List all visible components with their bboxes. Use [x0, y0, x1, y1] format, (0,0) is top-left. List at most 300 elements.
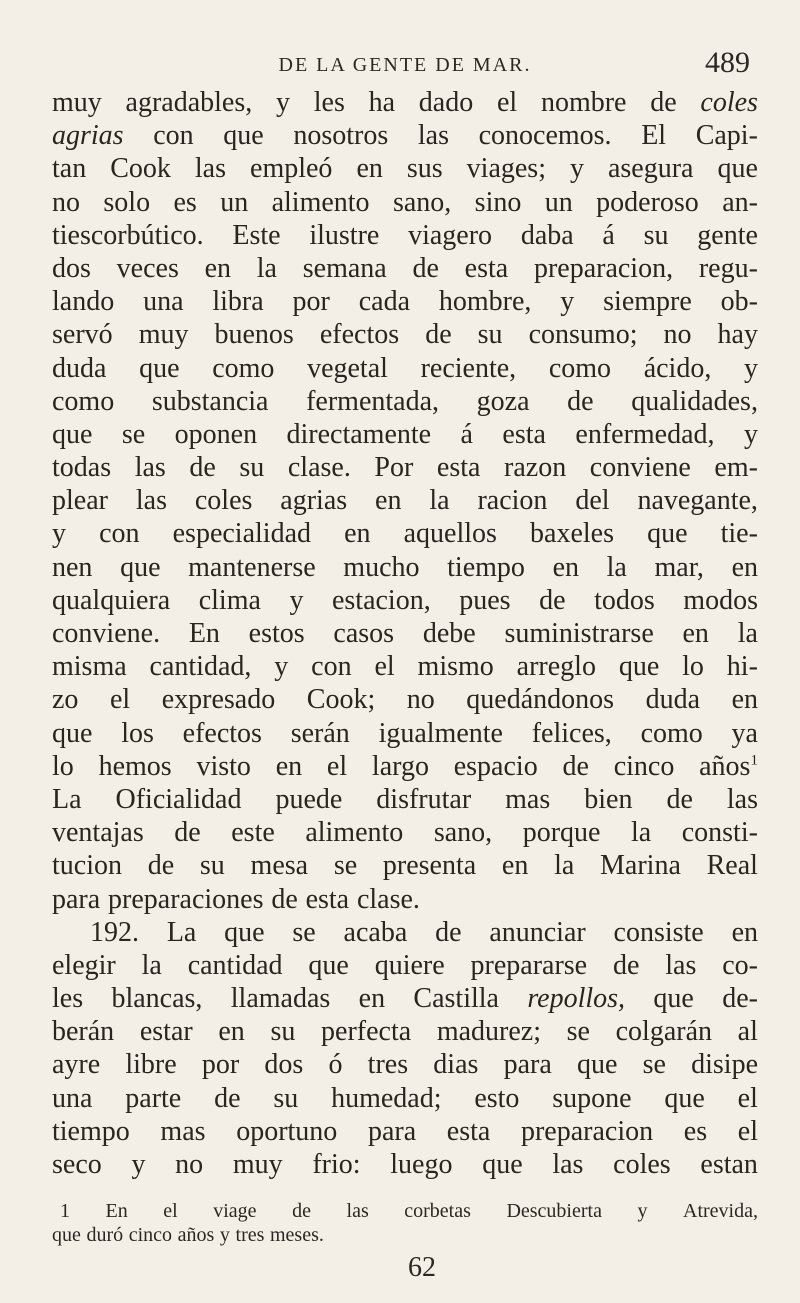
word: la [630, 817, 652, 849]
word: estan [700, 1149, 758, 1180]
word: ilustre [309, 219, 380, 251]
word: hemos [98, 750, 172, 782]
word: de [666, 783, 693, 815]
word: supone [552, 1082, 632, 1114]
word: mas [505, 783, 551, 815]
word: Por [374, 452, 414, 484]
word: cada [358, 286, 411, 318]
word: Atrevida, [683, 1200, 758, 1222]
text-line [52, 219, 758, 252]
word: coles [613, 1149, 671, 1180]
text-line [52, 1082, 758, 1115]
word: semana [302, 252, 387, 284]
word: dado [418, 87, 474, 118]
word: quedándonos [466, 684, 615, 716]
text-line [52, 152, 758, 185]
word: estacion, [331, 584, 431, 616]
text-line [52, 982, 758, 1015]
word: acaba [343, 916, 408, 948]
word: zo [52, 684, 79, 716]
word: sino [474, 186, 522, 218]
word: con [311, 651, 352, 683]
word: regu- [698, 252, 758, 284]
text-line [52, 418, 758, 451]
text-line [52, 318, 758, 351]
word: de [567, 385, 594, 417]
word: enfermedad, [575, 418, 715, 450]
word: viage [213, 1200, 257, 1222]
word: em- [714, 452, 758, 484]
word: ayre [52, 1049, 101, 1081]
word: la [606, 551, 627, 583]
word: luego [390, 1149, 453, 1180]
word: con [99, 518, 140, 550]
word: un [220, 186, 249, 218]
word: anunciar [489, 916, 586, 948]
word: espacio [453, 750, 538, 782]
word: un [544, 186, 573, 218]
footnote-line [52, 1199, 758, 1223]
word: blancas, [111, 983, 203, 1015]
word: y [131, 1149, 146, 1180]
word: disfrutar [376, 783, 472, 815]
word: no [663, 319, 692, 351]
text-line [52, 883, 758, 916]
word: ácido, [643, 352, 712, 384]
running-head [60, 40, 750, 90]
word: de [174, 817, 201, 849]
word: racion [477, 485, 548, 517]
word: arreglo [516, 651, 596, 683]
word: á [460, 418, 473, 450]
word: mismo [417, 651, 494, 683]
word: que [664, 1082, 705, 1114]
word: no [175, 1149, 204, 1180]
text-line [52, 385, 758, 418]
word: de [425, 319, 452, 351]
word: ó [328, 1049, 343, 1081]
word: que [647, 518, 688, 550]
word: las [552, 1149, 584, 1180]
word: suministrarse [504, 618, 654, 649]
word: en [731, 551, 758, 583]
word: que [618, 651, 660, 683]
word: servó [52, 319, 113, 351]
word: en [552, 551, 579, 583]
word: expresado [161, 684, 276, 716]
word: se [642, 1049, 666, 1081]
word: se [333, 850, 358, 882]
word: La [166, 916, 197, 948]
word: aquellos [403, 518, 497, 550]
word: misma [52, 651, 127, 683]
word: de [292, 1200, 311, 1222]
word: y [52, 518, 66, 550]
word: cantidad, [149, 651, 252, 683]
word: dos [52, 252, 91, 284]
word: pues [459, 584, 511, 616]
word: se [121, 418, 146, 450]
word: la [141, 949, 162, 981]
word: todas [52, 452, 112, 484]
word: hi- [726, 651, 758, 683]
word: las [665, 949, 697, 981]
word: humedad; [331, 1082, 442, 1114]
word: alimento [305, 817, 404, 849]
word: las [417, 120, 449, 152]
word: de [214, 1082, 241, 1114]
text-line [52, 717, 758, 750]
word: de [612, 949, 640, 981]
word: casos [333, 618, 395, 649]
word: y [637, 1200, 648, 1222]
word: consiste [613, 916, 704, 948]
word: En [105, 1200, 128, 1222]
word: razon [504, 452, 567, 484]
word: corbetas [404, 1200, 471, 1222]
word: al [737, 1016, 758, 1048]
word: agrias [52, 120, 124, 152]
word: con [153, 120, 194, 152]
word: Real [706, 850, 758, 882]
word: es [173, 186, 197, 218]
word: en [375, 485, 402, 517]
word: duda [52, 352, 107, 384]
word: serán [290, 717, 350, 749]
word: navegante, [637, 485, 758, 517]
word: substancia [151, 385, 269, 417]
word: su [477, 319, 503, 351]
word: y [289, 584, 304, 616]
word: su [239, 452, 265, 484]
word: como [548, 352, 612, 384]
word: quiere [374, 949, 445, 981]
word: como [52, 385, 115, 417]
word: tres [367, 1049, 409, 1081]
text-line [52, 252, 758, 285]
word: en [204, 252, 232, 284]
word: esta [305, 883, 350, 915]
word: tie- [720, 518, 758, 550]
word: tres [235, 1224, 265, 1246]
word: Oficialidad [115, 783, 242, 815]
body-text [52, 86, 758, 1181]
word: esta [502, 418, 546, 450]
word: muy [52, 87, 102, 118]
word: de [189, 452, 216, 484]
word: que [120, 551, 161, 583]
word: las [194, 153, 227, 185]
word: de [539, 584, 566, 616]
text-line [52, 86, 758, 119]
footnote [52, 1199, 758, 1247]
word: presenta [382, 850, 477, 882]
word: como [640, 717, 703, 749]
word: an- [722, 186, 758, 218]
word: las [134, 452, 166, 484]
word: lo [682, 651, 704, 683]
word: el [496, 87, 518, 118]
word: El [641, 120, 667, 152]
word: siempre [603, 286, 692, 318]
signature-mark: 62 [408, 1252, 436, 1283]
word: en [682, 618, 709, 649]
word: coles [194, 485, 253, 517]
word: las [346, 1200, 369, 1222]
word: en [731, 916, 758, 948]
text-line [52, 816, 758, 849]
word: el [737, 1115, 758, 1147]
word: esta [446, 1115, 491, 1147]
word: que [223, 120, 264, 152]
word: no [406, 684, 435, 716]
word: disipe [691, 1049, 758, 1081]
word: co- [722, 949, 758, 981]
word: que [482, 1149, 523, 1180]
word: que [308, 949, 349, 981]
word: mantenerse [188, 551, 316, 583]
word: en [275, 750, 303, 782]
word: agrias [280, 485, 348, 517]
word: estos [248, 618, 305, 649]
word: consumo; [528, 319, 638, 351]
word: esta [464, 252, 509, 284]
running-title: DE LA GENTE DE MAR. [278, 54, 532, 76]
word: clase. [356, 883, 420, 915]
word: la [737, 618, 758, 649]
word: prepararse [470, 949, 588, 981]
word: para [52, 883, 101, 915]
word: clima [198, 584, 261, 616]
word: en [218, 1016, 245, 1048]
word: se [292, 916, 316, 948]
word: directamente [286, 418, 432, 450]
word: lo [52, 750, 74, 782]
word: Castilla [413, 983, 499, 1015]
word: Capi- [695, 120, 758, 152]
word: tan [52, 153, 87, 185]
word: debe [422, 618, 476, 649]
word: conviene. [52, 618, 161, 649]
word: solo [103, 186, 151, 218]
word: En [188, 618, 220, 649]
word: mas [160, 1115, 206, 1147]
word: igualmente [378, 717, 503, 749]
text-line [52, 650, 758, 683]
word: veces [116, 252, 179, 284]
word: tucion [52, 850, 122, 882]
word: empleó [250, 153, 333, 185]
word: y [569, 153, 584, 185]
word: que [224, 916, 265, 948]
word: mucho [343, 551, 420, 583]
word: llamadas [230, 983, 331, 1015]
word: de [271, 883, 298, 915]
word: libre [125, 1049, 177, 1081]
word: coles [700, 87, 758, 118]
word: colgarán [615, 1016, 713, 1048]
word: asegura [607, 153, 694, 185]
word: es [683, 1115, 708, 1147]
text-line [52, 1048, 758, 1081]
word: mesa [250, 850, 309, 882]
word: dos [264, 1049, 304, 1081]
word: no [52, 186, 80, 218]
text-line [52, 849, 758, 882]
word: muy [138, 319, 189, 351]
text-line [52, 783, 758, 816]
word: nombre [540, 87, 627, 118]
page-number: 489 [705, 46, 750, 79]
word: y [219, 1224, 230, 1246]
text-line [52, 119, 758, 152]
word: tiempo [52, 1115, 130, 1147]
word: esta [436, 452, 481, 484]
word: ha [368, 87, 396, 118]
text-line [52, 584, 758, 617]
text-line [52, 484, 758, 517]
word: especialidad [172, 518, 311, 550]
word: bien [584, 783, 633, 815]
word: qualidades, [631, 385, 758, 417]
word: agradables, [125, 87, 253, 118]
word: modos [683, 584, 758, 616]
word: por [292, 286, 330, 318]
word: de [562, 750, 589, 782]
word: sus [406, 153, 443, 185]
word: puede [275, 783, 343, 815]
word: sano, [433, 817, 493, 849]
word: su [273, 1082, 299, 1114]
word: años [177, 1224, 215, 1246]
word: cinco [128, 1224, 173, 1246]
word: y [274, 651, 289, 683]
text-line [52, 186, 758, 219]
word: una [52, 1082, 93, 1114]
word: 192. [90, 916, 139, 948]
word: fermentada, [306, 385, 440, 417]
word: nosotros [293, 120, 389, 152]
word: largo [371, 750, 429, 782]
word: les [52, 983, 84, 1015]
word: el [326, 750, 348, 782]
word: consti- [681, 817, 758, 849]
word: la [554, 850, 575, 882]
word: las [726, 783, 758, 815]
word: que [576, 1049, 618, 1081]
word: este [231, 817, 275, 849]
word: frio: [312, 1149, 361, 1180]
word: de [412, 252, 439, 284]
word: berán [52, 1016, 115, 1048]
word: que [52, 1224, 81, 1246]
word: una [143, 286, 184, 318]
word: poderoso [596, 186, 699, 218]
word: 1 [60, 1200, 70, 1222]
word: muy [232, 1149, 283, 1180]
word: sano, [392, 186, 452, 218]
text-line [52, 352, 758, 385]
word: dias [433, 1049, 479, 1081]
text-line [52, 750, 758, 783]
word: que [717, 153, 758, 185]
word: cinco [613, 750, 675, 782]
word: baxeles [530, 518, 614, 550]
word-with-note [699, 750, 758, 783]
word: la [429, 485, 450, 517]
word: gente [697, 219, 758, 251]
word: daba [520, 219, 574, 251]
word: en [501, 850, 529, 882]
text-line [52, 1148, 758, 1181]
word: para [367, 1115, 417, 1147]
word: el [374, 651, 395, 683]
word: las [135, 485, 167, 517]
text-line [52, 517, 758, 550]
word: elegir [52, 949, 116, 981]
word: y [560, 286, 575, 318]
word: felices, [531, 717, 612, 749]
word: Descubierta [506, 1200, 602, 1222]
text-line [52, 1115, 758, 1148]
word: preparaciones [108, 883, 264, 915]
word: reciente, [420, 352, 517, 384]
word: seco [52, 1149, 102, 1180]
word: mar, [654, 551, 704, 583]
word: plear [52, 485, 108, 517]
word: repollos, [527, 983, 626, 1015]
word: conocemos. [478, 120, 612, 152]
word: porque [522, 817, 601, 849]
word: efectos [319, 319, 400, 351]
word: en [358, 983, 386, 1015]
word: alimento [271, 186, 370, 218]
word: lando [52, 286, 115, 318]
word: les [313, 87, 345, 118]
word: su [270, 1016, 296, 1048]
footnote-line [52, 1223, 758, 1247]
word: cantidad [187, 949, 283, 981]
word: esto [474, 1082, 520, 1114]
word: que [52, 418, 93, 450]
word: que [52, 717, 93, 749]
text-line [52, 617, 758, 650]
word: de [147, 850, 175, 882]
word: preparacion, [533, 252, 674, 284]
word: Este [232, 219, 281, 251]
word: como [212, 352, 275, 384]
word: á [602, 219, 615, 251]
word: se [566, 1016, 590, 1048]
word: libra [212, 286, 264, 318]
word: clase. [287, 452, 351, 484]
word: su [199, 850, 225, 882]
word: Cook [110, 153, 171, 185]
word: y [743, 418, 758, 450]
word: hay [717, 319, 758, 351]
word: y [743, 352, 758, 384]
word: Cook; [306, 684, 376, 716]
word: meses. [270, 1224, 324, 1246]
word: goza [476, 385, 530, 417]
word: ventajas [52, 817, 144, 849]
word: ob- [720, 286, 758, 318]
text-line [52, 285, 758, 318]
word: duda [645, 684, 701, 716]
word: ya [731, 717, 758, 749]
word: vegetal [307, 352, 388, 384]
word: Marina [600, 850, 681, 882]
